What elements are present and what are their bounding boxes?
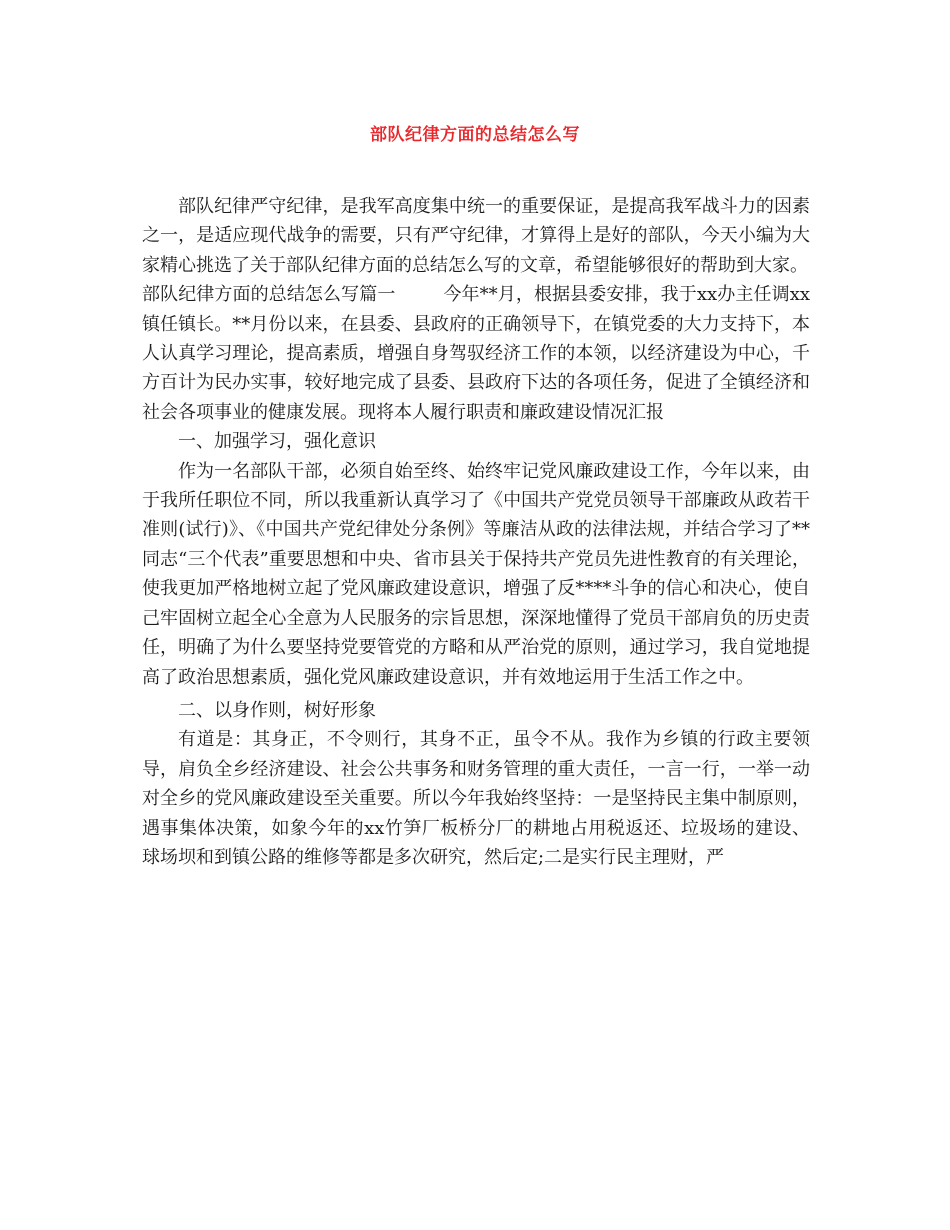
- part-lead-text: 今年**月，根据县委安排，我于xx办主任调xx镇任镇长。**月份以来，在县委、县政府的正确领导下，在镇党委的大力支持下，本人认真学习理论，提高素质，增强自身驾驭经济工作的本领，以经济建设为中心，千方百计为民办实事，较好地完成了县委、县政府下达的各项任务，促进了全镇经济和社会各项事业的健康发展。现将本人履行职责和廉政建设情况汇报: [142, 284, 810, 423]
- part-paragraph: [142, 280, 810, 427]
- section-1-paragraph: 作为一名部队干部，必须自始至终、始终牢记党风廉政建设工作，今年以来，由于我所任职位不同，所以我重新认真学习了《中国共产党党员领导干部廉政从政若干准则(试行)》、《中国共产党纪律处分条例》等廉洁从政的法律法规，并结合学习了**同志“三个代表”重要思想和中央、省市县关于保持共产党员先进性教育的有关理论，使我更加严格地树立起了党风廉政建设意识，增强了反****斗争的信心和决心，使自己牢固树立起全心全意为人民服务的宗旨思想，深深地懂得了党员干部肩负的历史责任，明确了为什么要坚持党要管党的方略和从严治党的原则，通过学习，我自觉地提高了政治思想素质，强化党风廉政建设意识，并有效地运用于生活工作之中。: [142, 460, 810, 688]
- document-title: 部队纪律方面的总结怎么写: [370, 125, 580, 145]
- section-1-heading: 一、加强学习，强化意识: [178, 431, 376, 453]
- section-2-heading: 二、以身作则，树好形象: [178, 699, 376, 721]
- section-2-paragraph: 有道是：其身正，不令则行，其身不正，虽令不从。我作为乡镇的行政主要领导，肩负全乡经济建设、社会公共事务和财务管理的重大责任，一言一行，一举一动对全乡的党风廉政建设至关重要。所以今年我始终坚持：一是坚持民主集中制原则，遇事集体决策，如象今年的xx竹笋厂板桥分厂的耕地占用税返还、垃圾场的建设、球场坝和到镇公路的维修等都是多次研究，然后定;二是实行民主理财，严: [142, 729, 810, 868]
- document-body: [142, 192, 810, 872]
- intro-paragraph: 部队纪律严守纪律，是我军高度集中统一的重要保证，是提高我军战斗力的因素之一，是适应现代战争的需要，只有严守纪律，才算得上是好的部队，今天小编为大家精心挑选了关于部队纪律方面的总结怎么写的文章，希望能够很好的帮助到大家。: [142, 196, 810, 276]
- part-heading: 部队纪律方面的总结怎么写篇一: [142, 284, 396, 306]
